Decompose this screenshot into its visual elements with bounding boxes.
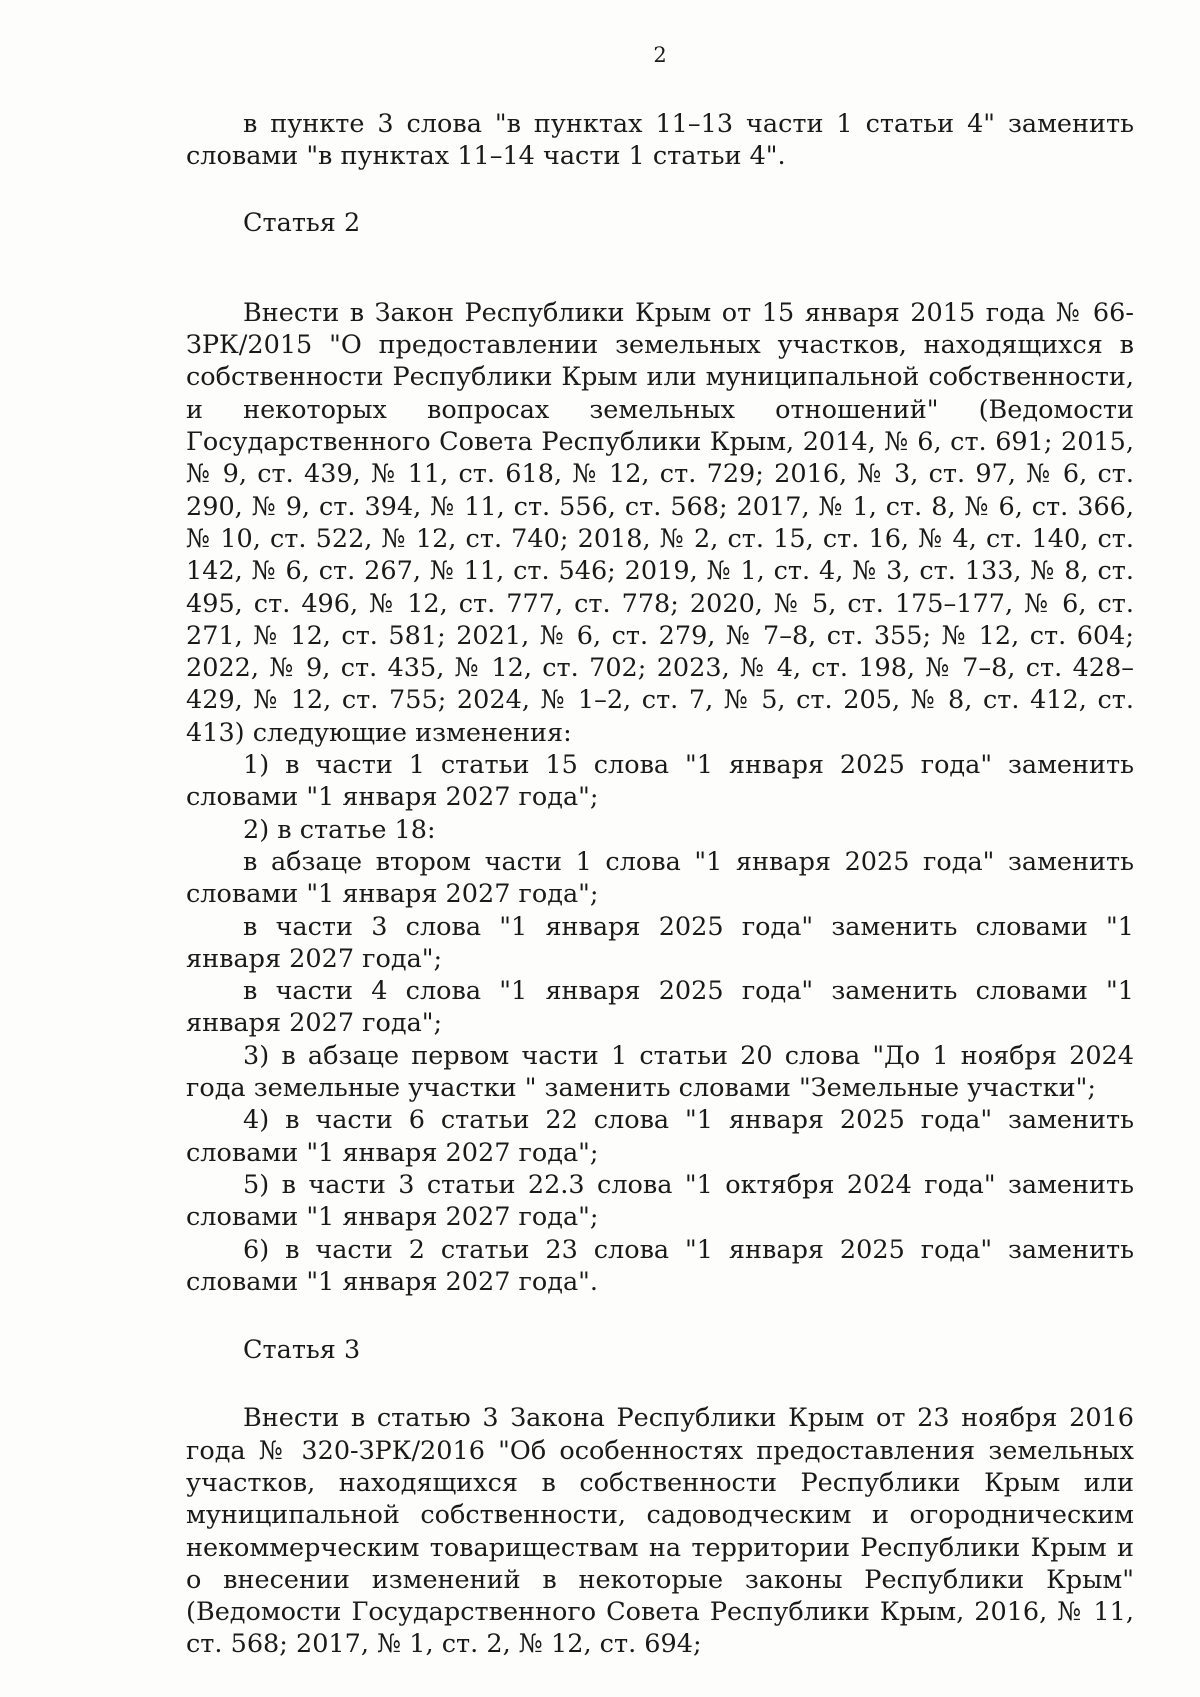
article-2-item: 4) в части 6 статьи 22 слова "1 января 2025 года" заменить словами "1 января 2027 года"; — [186, 1105, 1134, 1168]
article-2-item: 1) в части 1 статьи 15 слова "1 января 2025 года" заменить словами "1 января 2027 года"; — [186, 750, 1134, 813]
page-number: 2 — [653, 43, 667, 67]
article-3-heading: Статья 3 — [243, 1335, 361, 1366]
article-2-item: в части 4 слова "1 января 2025 года" заменить словами "1 января 2027 года"; — [186, 976, 1134, 1039]
article-2-item: 3) в абзаце первом части 1 статьи 20 слова "До 1 ноября 2024 года земельные участки " заменить словами "Земельные участки"; — [186, 1040, 1134, 1104]
article-2-item: 2) в статье 18: — [243, 814, 436, 845]
article-2-item: 5) в части 3 статьи 22.3 слова "1 октября 2024 года" заменить словами "1 января 2027 года"; — [186, 1169, 1134, 1233]
article-2-item: 6) в части 2 статьи 23 слова "1 января 2025 года" заменить словами "1 января 2027 года". — [186, 1234, 1134, 1297]
article-3-intro: Внести в статью 3 Закона Республики Крым от 23 ноября 2016 года № 320-ЗРК/2016 "Об особенностях предоставления земельных участков, находящихся в собственности Республики Крым или муниципальной собственности, садоводческим и огородническим некоммерческим товариществам на территории Республики Крым и о внесении изменений в некоторые законы Республики Крым" (Ведомости Государственного Совета Республики Крым, 2016, № 11, ст. 568; 2017, № 1, ст. 2, № 12, ст. 694; — [186, 1403, 1134, 1660]
article-2-item: в абзаце втором части 1 слова "1 января 2025 года" заменить словами "1 января 2027 года"; — [186, 846, 1134, 910]
article-2-item: в части 3 слова "1 января 2025 года" заменить словами "1 января 2027 года"; — [186, 911, 1134, 974]
article-2-intro: Внести в Закон Республики Крым от 15 января 2015 года № 66-ЗРК/2015 "О предоставлении земельных участков, находящихся в собственности Республики Крым или муниципальной собственности, и некоторых вопросах земельных отношений" (Ведомости Государственного Совета Республики Крым, 2014, № 6, ст. 691; 2015, № 9, ст. 439, № 11, ст. 618, № 12, ст. 729; 2016, № 3, ст. 97, № 6, ст. 290, № 9, ст. 394, № 11, ст. 556, ст. 568; 2017, № 1, ст. 8, № 6, ст. 366, № 10, ст. 522, № 12, ст. 740; 2018, № 2, ст. 15, ст. 16, № 4, ст. 140, ст. 142, № 6, ст. 267, № 11, ст. 546; 2019, № 1, ст. 4, № 3, ст. 133, № 8, ст. 495, ст. 496, № 12, ст. 777, ст. 778; 2020, № 5, ст. 175–177, № 6, ст. 271, № 12, ст. 581; 2021, № 6, ст. 279, № 7–8, ст. 355; № 12, ст. 604; 2022, № 9, ст. 435, № 12, ст. 702; 2023, № 4, ст. 198, № 7–8, ст. 428–429, № 12, ст. 755; 2024, № 1–2, ст. 7, № 5, ст. 205, № 8, ст. 412, ст. 413) следующие изменения: — [186, 297, 1134, 748]
intro-paragraph: в пункте 3 слова "в пунктах 11–13 части 1 статьи 4" заменить словами "в пунктах 11–14 части 1 статьи 4". — [186, 109, 1134, 172]
document-body — [186, 108, 1134, 1661]
article-2-heading: Статья 2 — [243, 207, 361, 238]
